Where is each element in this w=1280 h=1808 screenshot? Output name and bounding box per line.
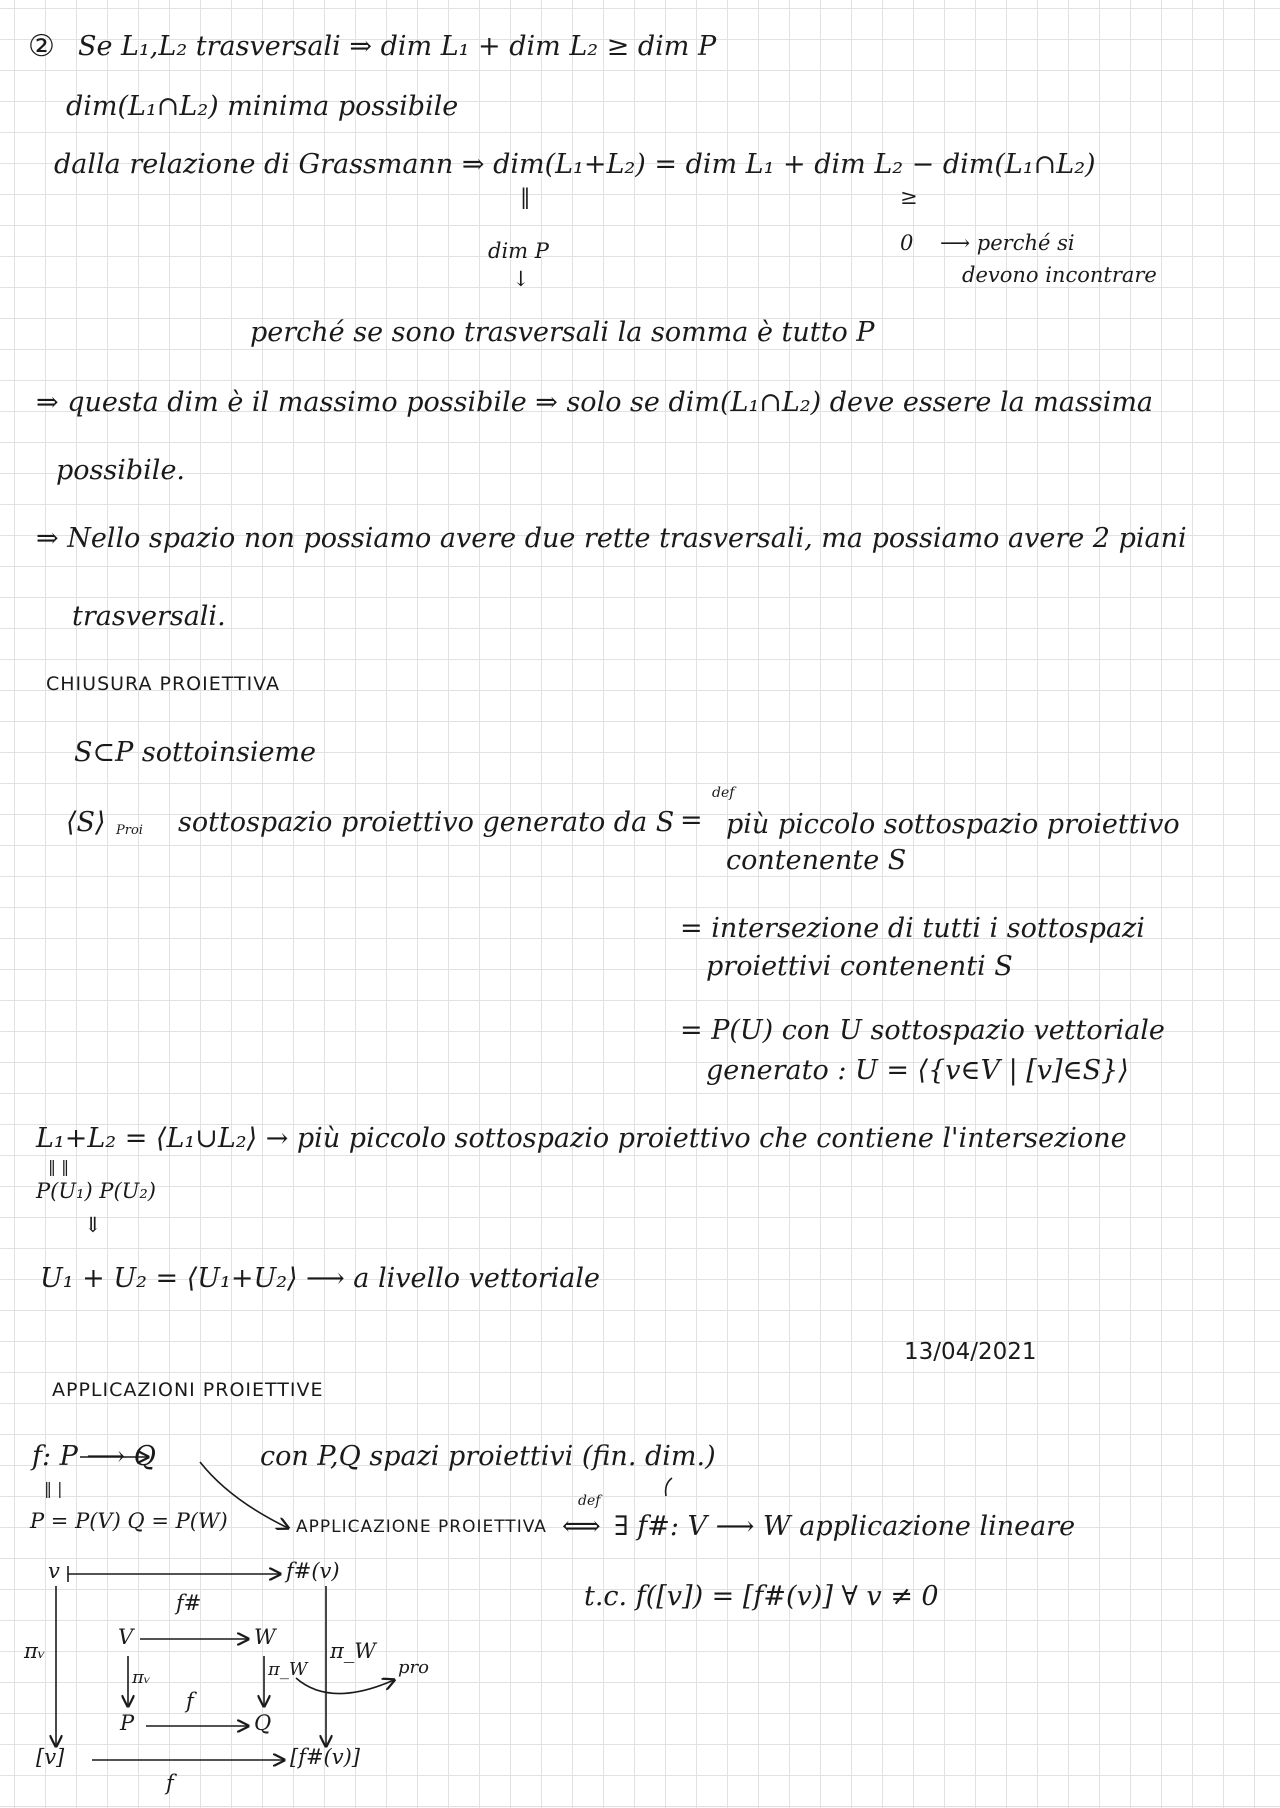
diagram-f-sharp: f# [176,1591,202,1615]
diagram-pro: pro [398,1657,429,1678]
line-possibile: possibile. [56,455,186,486]
item-number: ② [28,29,55,64]
diagram-pi-v-outer: πᵥ [24,1639,46,1663]
line-somma-tutto: perché se sono trasversali la somma è tutto P [250,317,875,348]
line-somma-unione: L₁+L₂ = ⟨L₁∪L₂⟩ → più piccolo sottospazio proiettivo che contiene l'intersezione [36,1123,1127,1154]
diagram-class-fv: [f#(v)] [290,1745,361,1769]
heading-applicazioni: APPLICAZIONI PROIETTIVE [52,1379,324,1401]
span-mid: sottospazio proiettivo generato da S [178,807,675,838]
def-3b: generato : U = ⟨{v∈V | [v]∈S}⟩ [706,1055,1129,1086]
line-grassmann: dalla relazione di Grassmann ⇒ dim(L₁+L₂) = dim L₁ + dim L₂ − dim(L₁∩L₂) [54,149,1096,180]
line-massimo: ⇒ questa dim è il massimo possibile ⇒ solo se dim(L₁∩L₂) deve essere la massima [36,387,1154,418]
implies-arrow: ⇓ [84,1213,102,1237]
line-trasversali-end: trasversali. [72,601,226,632]
diagram-pi-w: π_W [268,1659,308,1680]
arrow-to-pro [296,1678,394,1694]
down-arrow: ↓ [512,267,530,291]
span-lhs: ⟨S⟩ [66,807,106,838]
diagram-W: W [254,1625,276,1649]
def-3a: = P(U) con U sottospazio vettoriale [680,1015,1165,1046]
diagram-v: v [48,1559,60,1583]
diagram-fv: f#(v) [286,1559,340,1583]
def-1a: più piccolo sottospazio proiettivo [726,809,1180,840]
def-2a: = intersezione di tutti i sottospazi [680,913,1145,944]
map-f: f: P ⟶ Q [32,1441,156,1472]
def-2b: proiettivi contenenti S [706,951,1013,982]
diagram-pi-w-outer: π_W [330,1639,376,1663]
perche-note-1: ⟶ perché si [940,231,1075,255]
def-1b: contenente S [726,845,907,876]
line-trasversali: Se L₁,L₂ trasversali ⇒ dim L₁ + dim L₂ ≥ dim P [78,31,717,62]
iff: ⟺ [562,1511,601,1542]
def-eq: = [680,805,703,836]
diagram-class-v: [v] [36,1745,65,1769]
line-dim-minima: dim(L₁∩L₂) minima possibile [66,91,459,122]
diagram-f-bottom: f [166,1771,174,1795]
line-eqs: ‖ ‖ [48,1157,70,1176]
eq-marks: ‖ | [44,1479,63,1498]
line-pv: P = P(V) Q = P(W) [30,1509,228,1533]
perche-note-2: devono incontrare [962,263,1157,287]
line-p-u: P(U₁) P(U₂) [36,1179,156,1203]
iff-def: def [578,1493,601,1509]
line-exists: ∃ f#: V ⟶ W applicazione lineare [614,1511,1076,1542]
line-tc: t.c. f([v]) = [f#(v)] ∀ v ≠ 0 [584,1581,939,1612]
diagram-P: P [120,1711,135,1735]
def-label: def [712,785,735,801]
heading-chiusura: CHIUSURA PROIETTIVA [46,673,280,695]
diagram-f-mid: f [186,1689,194,1713]
eq-sign: ‖ [520,185,531,209]
diagram-V: V [118,1625,134,1649]
dim-p-label: dim P [488,239,549,263]
zero-label: 0 [900,231,914,255]
diagram-Q: Q [254,1711,272,1735]
line-sottoinsieme: S⊂P sottoinsieme [74,737,317,768]
line-nello-spazio: ⇒ Nello spazio non possiamo avere due rette trasversali, ma possiamo avere 2 piani [36,523,1187,554]
diagram-pi-v: πᵥ [132,1667,151,1688]
line-vettoriale-note: ⟶ a livello vettoriale [306,1263,601,1294]
geq-sign: ≥ [900,185,918,209]
line-con: con P,Q spazi proiettivi (fin. dim.) [260,1441,716,1472]
span-subscript: Proi [116,823,143,838]
arrow-to-definition [200,1462,288,1528]
line-vettoriale-sum: U₁ + U₂ = ⟨U₁+U₂⟩ [40,1263,298,1294]
label-applicazione: APPLICAZIONE PROIETTIVA [296,1517,547,1537]
date: 13/04/2021 [904,1339,1037,1365]
